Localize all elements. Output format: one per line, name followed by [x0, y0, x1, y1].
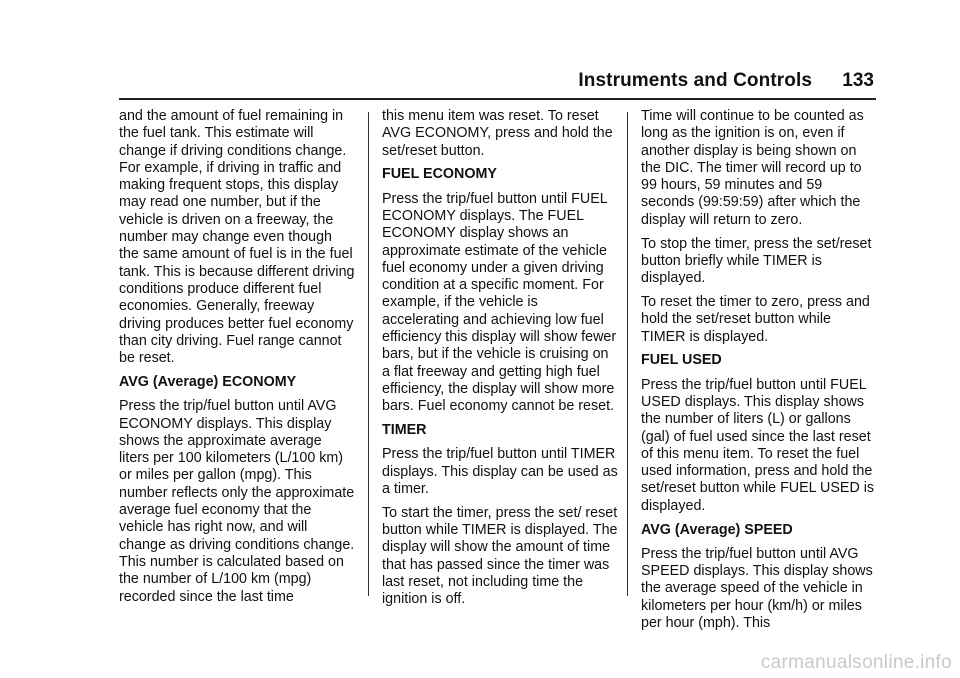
- section-title: Instruments and Controls: [578, 70, 812, 91]
- paragraph: and the amount of fuel remaining in the fuel tank. This estimate will change if driving conditions change. For example, if driving in traffic and making frequent stops, this display may read one number, but if the vehicle is driven on a freeway, the number may change even though the same amount of fuel is in the fuel tank. This is because different driving conditions produce different fuel economies. Generally, freeway driving produces better fuel economy than city driving. Fuel range cannot be reset.: [119, 108, 355, 367]
- paragraph: Press the trip/fuel button until AVG ECONOMY displays. This display shows the approximate average liters per 100 kilometers (L/100 km) or miles per gallon (mpg). This number reflects only the approximate average fuel economy that the vehicle has right now, and will change as driving conditions change. This number is calculated based on the number of L/100 km (mpg) recorded since the last time: [119, 398, 355, 605]
- paragraph: To stop the timer, press the set/reset button briefly while TIMER is displayed.: [641, 235, 872, 287]
- subheading-avg-speed: AVG (Average) SPEED: [641, 521, 793, 538]
- column-divider: [627, 112, 628, 596]
- text-column-1: [119, 108, 355, 612]
- text-column-2: [382, 108, 618, 615]
- paragraph: To start the timer, press the set/ reset button while TIMER is displayed. The display will show the amount of time that has passed since the timer was last reset, not including time the ignition is off.: [382, 504, 618, 608]
- paragraph: To reset the timer to zero, press and hold the set/reset button while TIMER is displayed.: [641, 293, 870, 345]
- subheading-avg-economy: AVG (Average) ECONOMY: [119, 373, 297, 390]
- subheading-fuel-used: FUEL USED: [641, 352, 722, 369]
- column-divider: [368, 112, 369, 596]
- paragraph: Time will continue to be counted as long as the ignition is on, even if another display is being shown on the DIC. The timer will record up to 99 hours, 59 minutes and 59 seconds (99:59:59) after which the display will return to zero.: [641, 108, 864, 228]
- paragraph: Press the trip/fuel button until TIMER displays. This display can be used as a timer.: [382, 446, 618, 497]
- paragraph: this menu item was reset. To reset AVG ECONOMY, press and hold the set/reset button.: [382, 108, 613, 159]
- paragraph: Press the trip/fuel button until AVG SPEED displays. This display shows the average speed of the vehicle in kilometers per hour (km/h) or miles per hour (mph). This: [641, 545, 873, 632]
- paragraph: Press the trip/fuel button until FUEL ECONOMY displays. The FUEL ECONOMY display shows an approximate estimate of the vehicle fuel economy under a given driving condition at a specific moment. For example, if the vehicle is accelerating and achieving low fuel efficiency this display will show fewer bars, but if the vehicle is cruising on a flat freeway and getting high fuel efficiency, the display will show more bars. Fuel economy cannot be reset.: [382, 190, 617, 415]
- paragraph: Press the trip/fuel button until FUEL USED displays. This display shows the number of liters (L) or gallons (gal) of fuel used since the last reset of this menu item. To reset the fuel used information, press and hold the set/reset button while FUEL USED is displayed.: [641, 376, 875, 514]
- header-rule: [119, 98, 876, 100]
- text-column-3: [641, 108, 877, 639]
- subheading-timer: TIMER: [382, 422, 427, 439]
- page-number: 133: [842, 70, 874, 91]
- page-header: [119, 70, 876, 98]
- subheading-fuel-economy: FUEL ECONOMY: [382, 166, 497, 183]
- watermark: carmanualsonline.info: [760, 652, 952, 673]
